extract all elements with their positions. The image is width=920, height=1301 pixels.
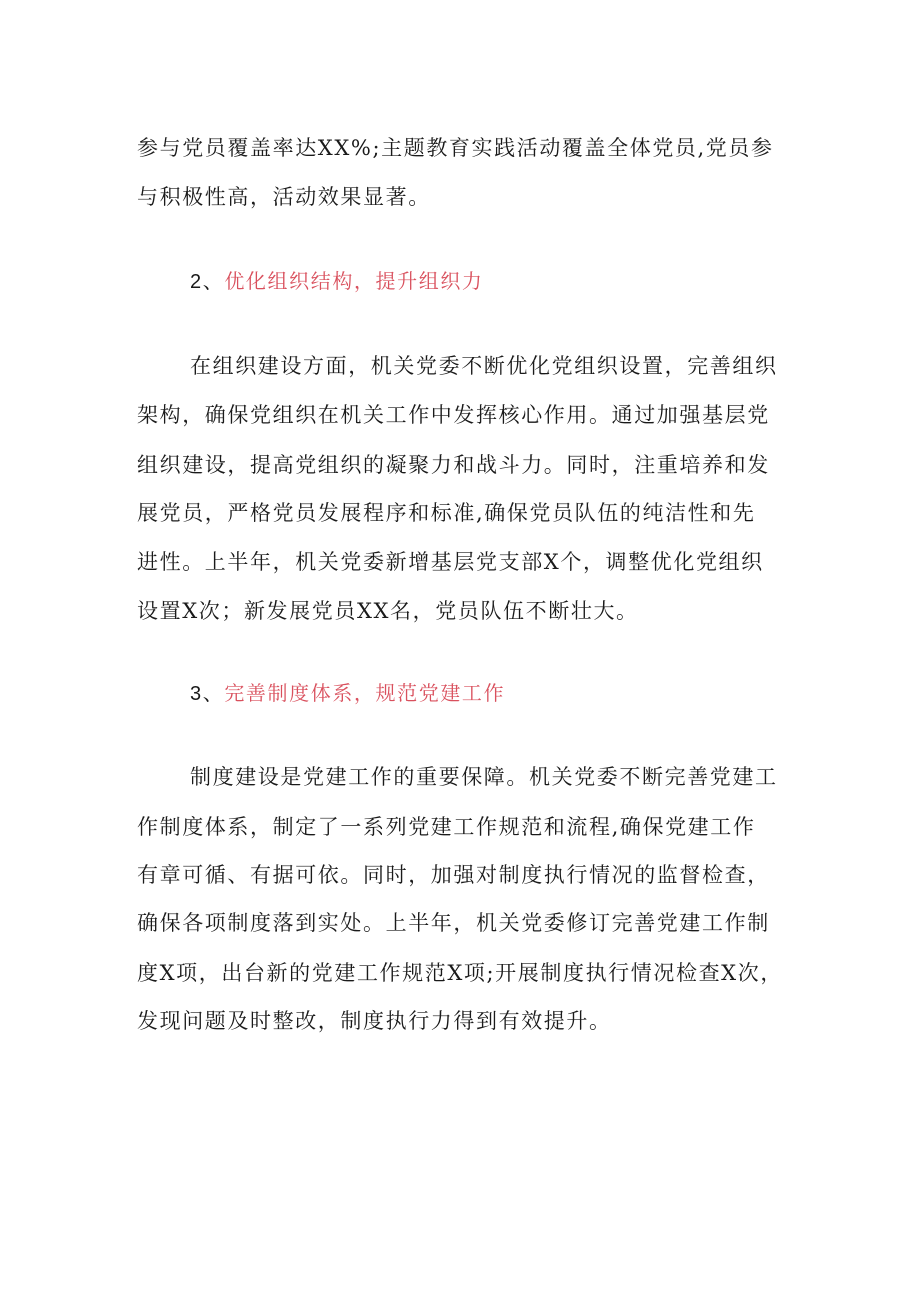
- section-2-line-2: 架构，确保党组织在机关工作中发挥核心作用。通过加强基层党: [137, 403, 770, 427]
- intro-line-2: 与积极性高，活动效果显著。: [137, 185, 431, 209]
- section-2-line-5: 进性。上半年，机关党委新增基层党支部X个，调整优化党组织: [137, 550, 764, 574]
- section-2-number: 2、: [190, 271, 225, 293]
- section-3-line-3: 有章可循、有据可依。同时，加强对制度执行情况的监督检查，: [137, 863, 770, 887]
- section-3-line-4: 确保各项制度落到实处。上半年，机关党委修订完善党建工作制: [137, 911, 770, 935]
- section-3-heading: [190, 678, 505, 709]
- section-3-line-1: 制度建设是党建工作的重要保障。机关党委不断完善党建工: [190, 765, 778, 789]
- section-2-line-3: 组织建设，提高党组织的凝聚力和战斗力。同时，注重培养和发: [137, 453, 770, 477]
- section-3-title: 完善制度体系，规范党建工作: [224, 681, 506, 705]
- section-2-heading: [190, 266, 484, 297]
- intro-line-1: 参与党员覆盖率达XX%;主题教育实践活动覆盖全体党员,党员参: [137, 136, 774, 160]
- section-3-line-6: 发现问题及时整改，制度执行力得到有效提升。: [137, 1009, 612, 1033]
- section-2-line-6: 设置X次；新发展党员XX名，党员队伍不断壮大。: [137, 599, 639, 623]
- section-2-line-4: 展党员，严格党员发展程序和标准,确保党员队伍的纯洁性和先: [137, 501, 756, 525]
- section-2-title: 优化组织结构，提升组织力: [224, 269, 484, 293]
- section-3-line-5: 度X项，出台新的党建工作规范X项;开展制度执行情况检查X次，: [137, 961, 783, 985]
- section-3-number: 3、: [190, 683, 225, 705]
- section-3-line-2: 作制度体系，制定了一系列党建工作规范和流程,确保党建工作: [137, 815, 756, 839]
- section-2-line-1: 在组织建设方面，机关党委不断优化党组织设置，完善组织: [190, 354, 778, 378]
